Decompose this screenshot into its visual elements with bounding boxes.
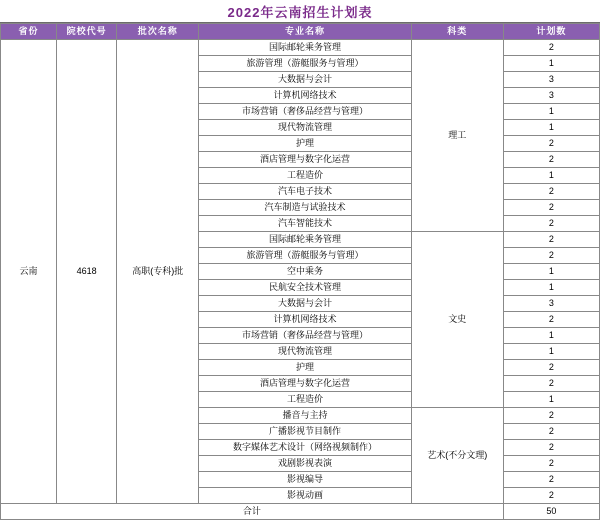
cell-count: 2 <box>503 184 599 200</box>
cell-major: 旅游管理（游艇服务与管理） <box>199 248 411 264</box>
cell-major: 大数据与会计 <box>199 296 411 312</box>
cell-major: 数字媒体艺术设计（网络视频制作） <box>199 440 411 456</box>
cell-major: 工程造价 <box>199 392 411 408</box>
cell-count: 3 <box>503 72 599 88</box>
column-header-count: 计划数 <box>503 24 599 40</box>
cell-count: 2 <box>503 152 599 168</box>
total-row <box>1 504 600 520</box>
header-row <box>1 24 600 40</box>
table-body <box>1 40 600 504</box>
cell-count: 3 <box>503 296 599 312</box>
cell-major: 汽车电子技术 <box>199 184 411 200</box>
cell-count: 2 <box>503 248 599 264</box>
cell-major: 市场营销（奢侈品经营与管理） <box>199 104 411 120</box>
cell-major: 护理 <box>199 136 411 152</box>
cell-count: 2 <box>503 472 599 488</box>
cell-count: 2 <box>503 456 599 472</box>
cell-major: 护理 <box>199 360 411 376</box>
cell-major: 工程造价 <box>199 168 411 184</box>
cell-count: 1 <box>503 264 599 280</box>
cell-major: 现代物流管理 <box>199 344 411 360</box>
cell-count: 1 <box>503 56 599 72</box>
column-header-major: 专业名称 <box>199 24 411 40</box>
cell-count: 1 <box>503 104 599 120</box>
cell-count: 2 <box>503 216 599 232</box>
cell-major: 国际邮轮乘务管理 <box>199 232 411 248</box>
cell-school-code: 4618 <box>57 40 117 504</box>
cell-count: 2 <box>503 360 599 376</box>
cell-major: 现代物流管理 <box>199 120 411 136</box>
cell-major: 广播影视节目制作 <box>199 424 411 440</box>
cell-major: 计算机网络技术 <box>199 88 411 104</box>
column-header-batch: 批次名称 <box>117 24 199 40</box>
cell-category: 理工 <box>411 40 503 232</box>
total-count: 50 <box>503 504 599 520</box>
cell-batch: 高职(专科)批 <box>117 40 199 504</box>
cell-count: 2 <box>503 40 599 56</box>
cell-major: 酒店管理与数字化运营 <box>199 376 411 392</box>
cell-major: 影视编导 <box>199 472 411 488</box>
cell-major: 汽车智能技术 <box>199 216 411 232</box>
table-footer <box>1 504 600 520</box>
cell-count: 1 <box>503 328 599 344</box>
cell-count: 3 <box>503 88 599 104</box>
cell-major: 汽车制造与试验技术 <box>199 200 411 216</box>
cell-major: 市场营销（奢侈品经营与管理） <box>199 328 411 344</box>
cell-count: 2 <box>503 424 599 440</box>
cell-major: 旅游管理（游艇服务与管理） <box>199 56 411 72</box>
cell-major: 国际邮轮乘务管理 <box>199 40 411 56</box>
cell-count: 1 <box>503 280 599 296</box>
cell-major: 空中乘务 <box>199 264 411 280</box>
cell-count: 2 <box>503 232 599 248</box>
cell-category: 文史 <box>411 232 503 408</box>
cell-count: 1 <box>503 392 599 408</box>
cell-count: 2 <box>503 376 599 392</box>
cell-count: 2 <box>503 408 599 424</box>
cell-count: 1 <box>503 120 599 136</box>
cell-count: 2 <box>503 488 599 504</box>
page-title: 2022年云南招生计划表 <box>227 4 373 20</box>
cell-count: 1 <box>503 168 599 184</box>
cell-major: 民航安全技术管理 <box>199 280 411 296</box>
admission-plan-table <box>0 23 600 520</box>
table-row <box>1 40 600 56</box>
cell-major: 大数据与会计 <box>199 72 411 88</box>
table-header <box>1 24 600 40</box>
total-label: 合计 <box>1 504 504 520</box>
cell-province: 云南 <box>1 40 57 504</box>
cell-count: 2 <box>503 312 599 328</box>
cell-count: 2 <box>503 440 599 456</box>
document-title-bar <box>0 0 600 23</box>
cell-category: 艺术(不分文理) <box>411 408 503 504</box>
cell-major: 戏剧影视表演 <box>199 456 411 472</box>
cell-count: 2 <box>503 136 599 152</box>
cell-count: 2 <box>503 200 599 216</box>
cell-count: 1 <box>503 344 599 360</box>
column-header-school-code: 院校代号 <box>57 24 117 40</box>
cell-major: 酒店管理与数字化运营 <box>199 152 411 168</box>
column-header-province: 省份 <box>1 24 57 40</box>
cell-major: 影视动画 <box>199 488 411 504</box>
cell-major: 播音与主持 <box>199 408 411 424</box>
column-header-category: 科类 <box>411 24 503 40</box>
cell-major: 计算机网络技术 <box>199 312 411 328</box>
